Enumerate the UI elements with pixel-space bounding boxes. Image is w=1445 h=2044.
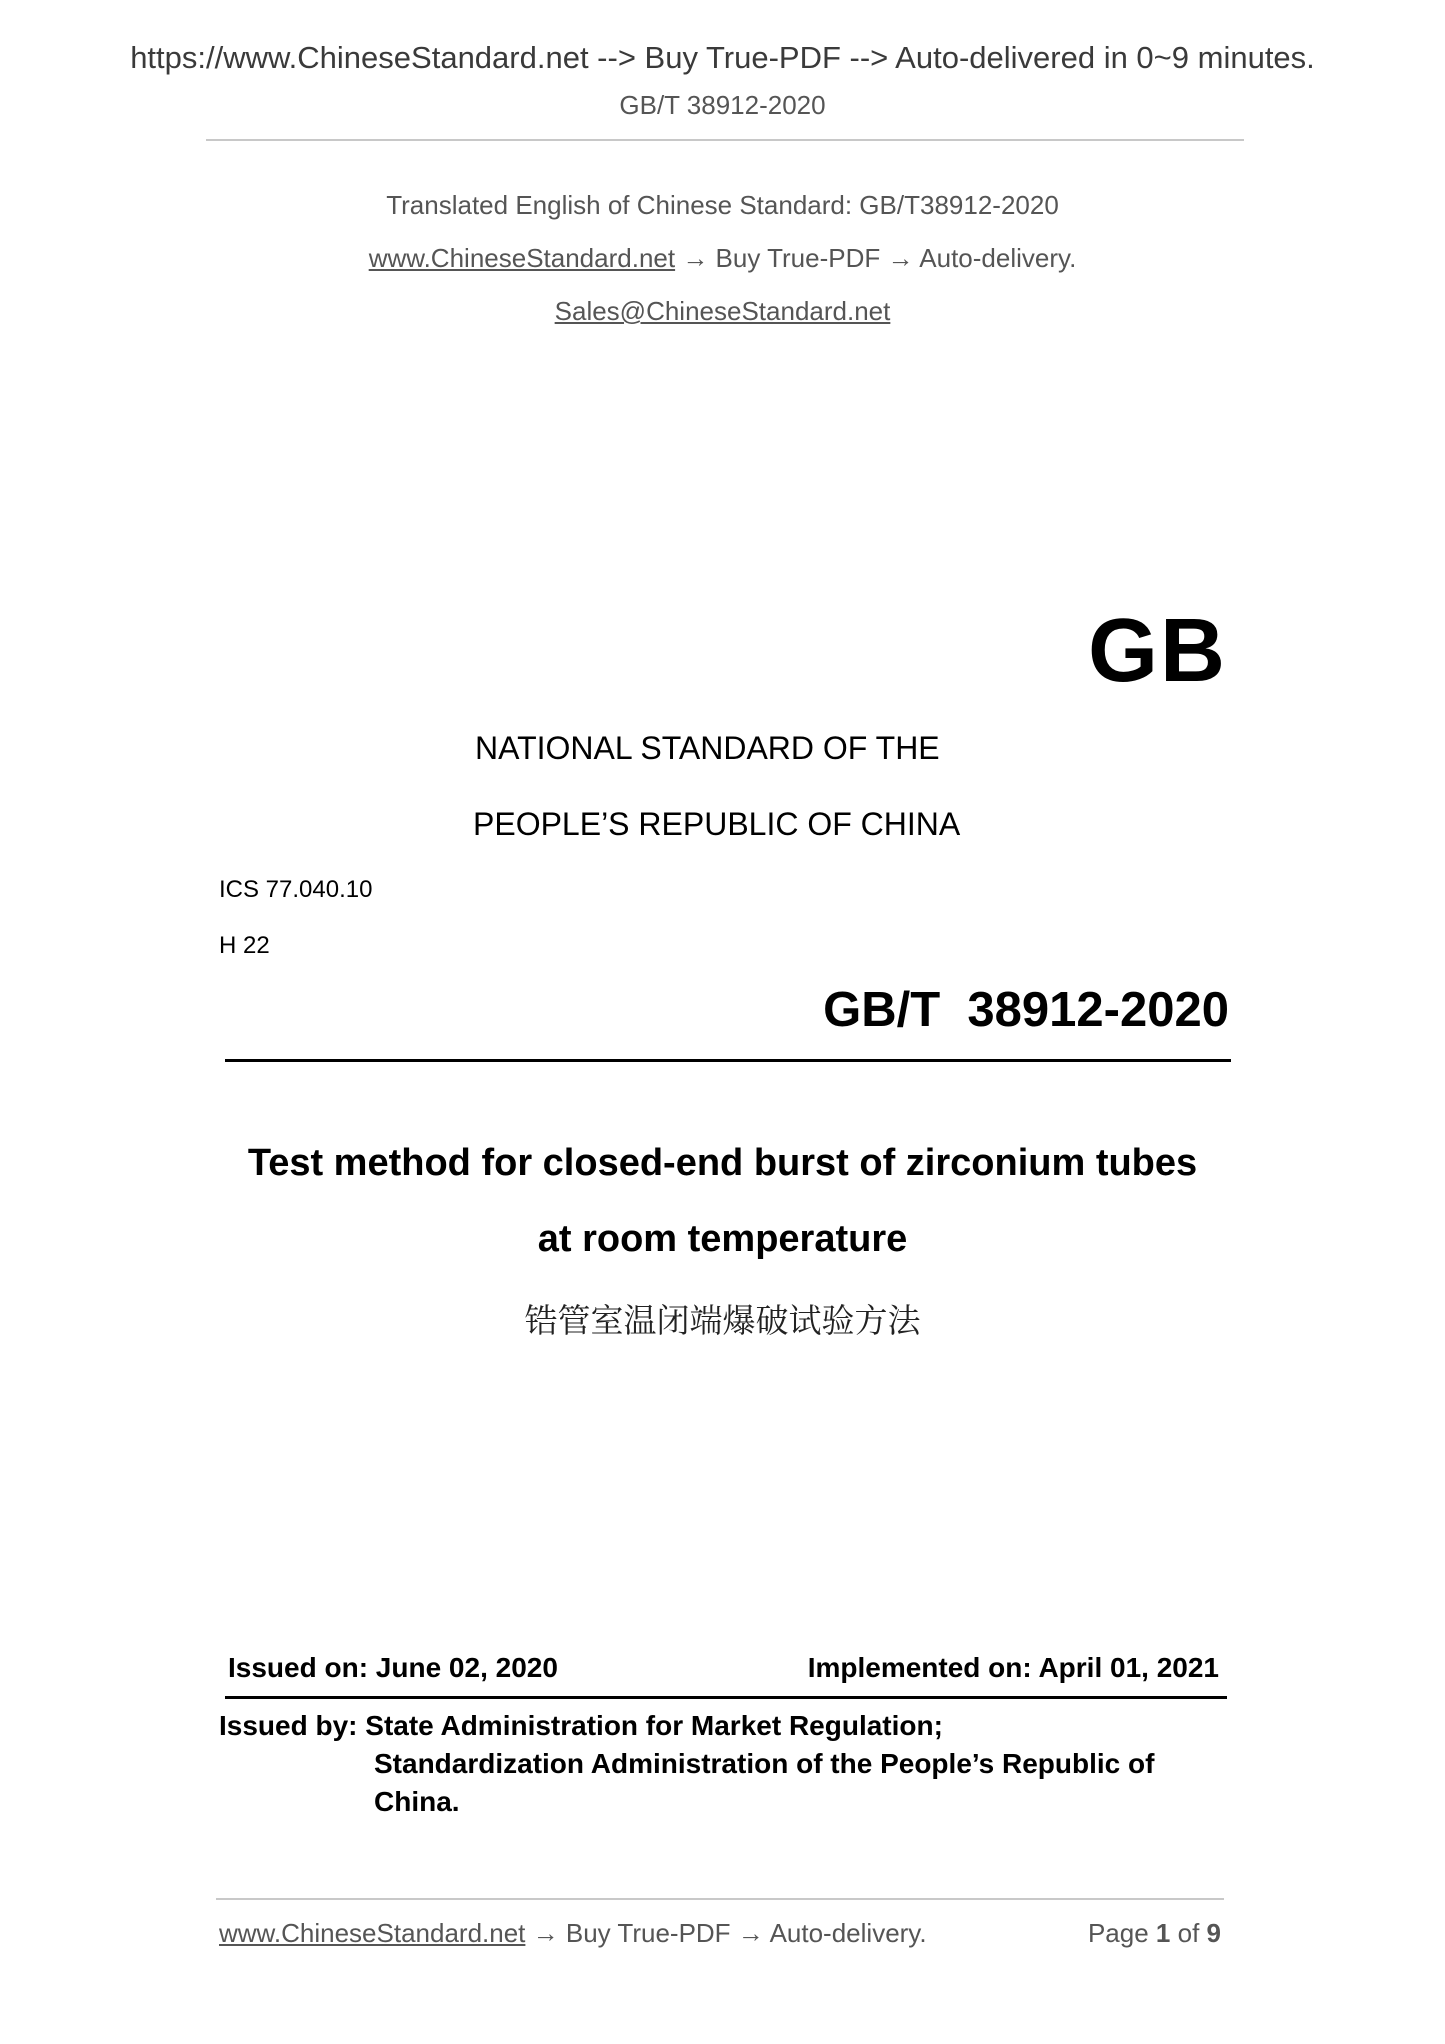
- ics-code: ICS 77.040.10: [219, 876, 373, 903]
- standard-number-divider: [225, 1059, 1231, 1062]
- implemented-on-date: Implemented on: April 01, 2021: [807, 1652, 1219, 1683]
- issued-by-line-3: China.: [374, 1786, 460, 1817]
- site-line-rest: → Buy True-PDF → Auto-delivery.: [675, 243, 1077, 273]
- of-word: of: [1177, 1918, 1200, 1948]
- footer-site-link[interactable]: www.ChineseStandard.net: [219, 1918, 526, 1948]
- national-standard-line-2: PEOPLE’S REPUBLIC OF CHINA: [473, 806, 961, 842]
- sales-line: [0, 296, 1445, 327]
- top-banner: https://www.ChineseStandard.net --> Buy True-PDF --> Auto-delivered in 0~9 minutes.: [130, 40, 1315, 75]
- ccs-code: H 22: [219, 932, 270, 959]
- issued-by-line-2: Standardization Administration of the People’s Republic of: [374, 1748, 1155, 1779]
- site-link[interactable]: www.ChineseStandard.net: [368, 243, 676, 273]
- site-line: [0, 243, 1445, 274]
- page-number: 1: [1155, 1918, 1171, 1948]
- translated-notice: Translated English of Chinese Standard: GB/T38912-2020: [386, 190, 1059, 220]
- title-line-1: Test method for closed-end burst of zirconium tubes: [247, 1142, 1198, 1184]
- standard-number: GB/T 38912-2020: [823, 983, 1229, 1037]
- issue-divider: [225, 1696, 1227, 1699]
- sales-email-link[interactable]: Sales@ChineseStandard.net: [554, 296, 891, 326]
- footer-site-line: [219, 1918, 927, 1949]
- issued-by-line-1: Issued by: State Administration for Market Regulation;: [219, 1710, 943, 1741]
- gb-logo: GB: [1088, 601, 1227, 701]
- page-word: Page: [1087, 1918, 1149, 1948]
- page-indicator: [1088, 1918, 1221, 1949]
- page-total: 9: [1206, 1918, 1221, 1948]
- footer-divider: [216, 1898, 1224, 1900]
- header-divider: [206, 139, 1244, 141]
- national-standard-line-1: NATIONAL STANDARD OF THE: [475, 730, 940, 766]
- title-line-2: at room temperature: [537, 1218, 908, 1260]
- header-standard-code: GB/T 38912-2020: [619, 90, 826, 120]
- issued-on-date: Issued on: June 02, 2020: [228, 1652, 558, 1683]
- footer-site-rest: → Buy True-PDF → Auto-delivery.: [525, 1918, 927, 1948]
- chinese-title: 锆管室温闭端爆破试验方法: [524, 1301, 921, 1340]
